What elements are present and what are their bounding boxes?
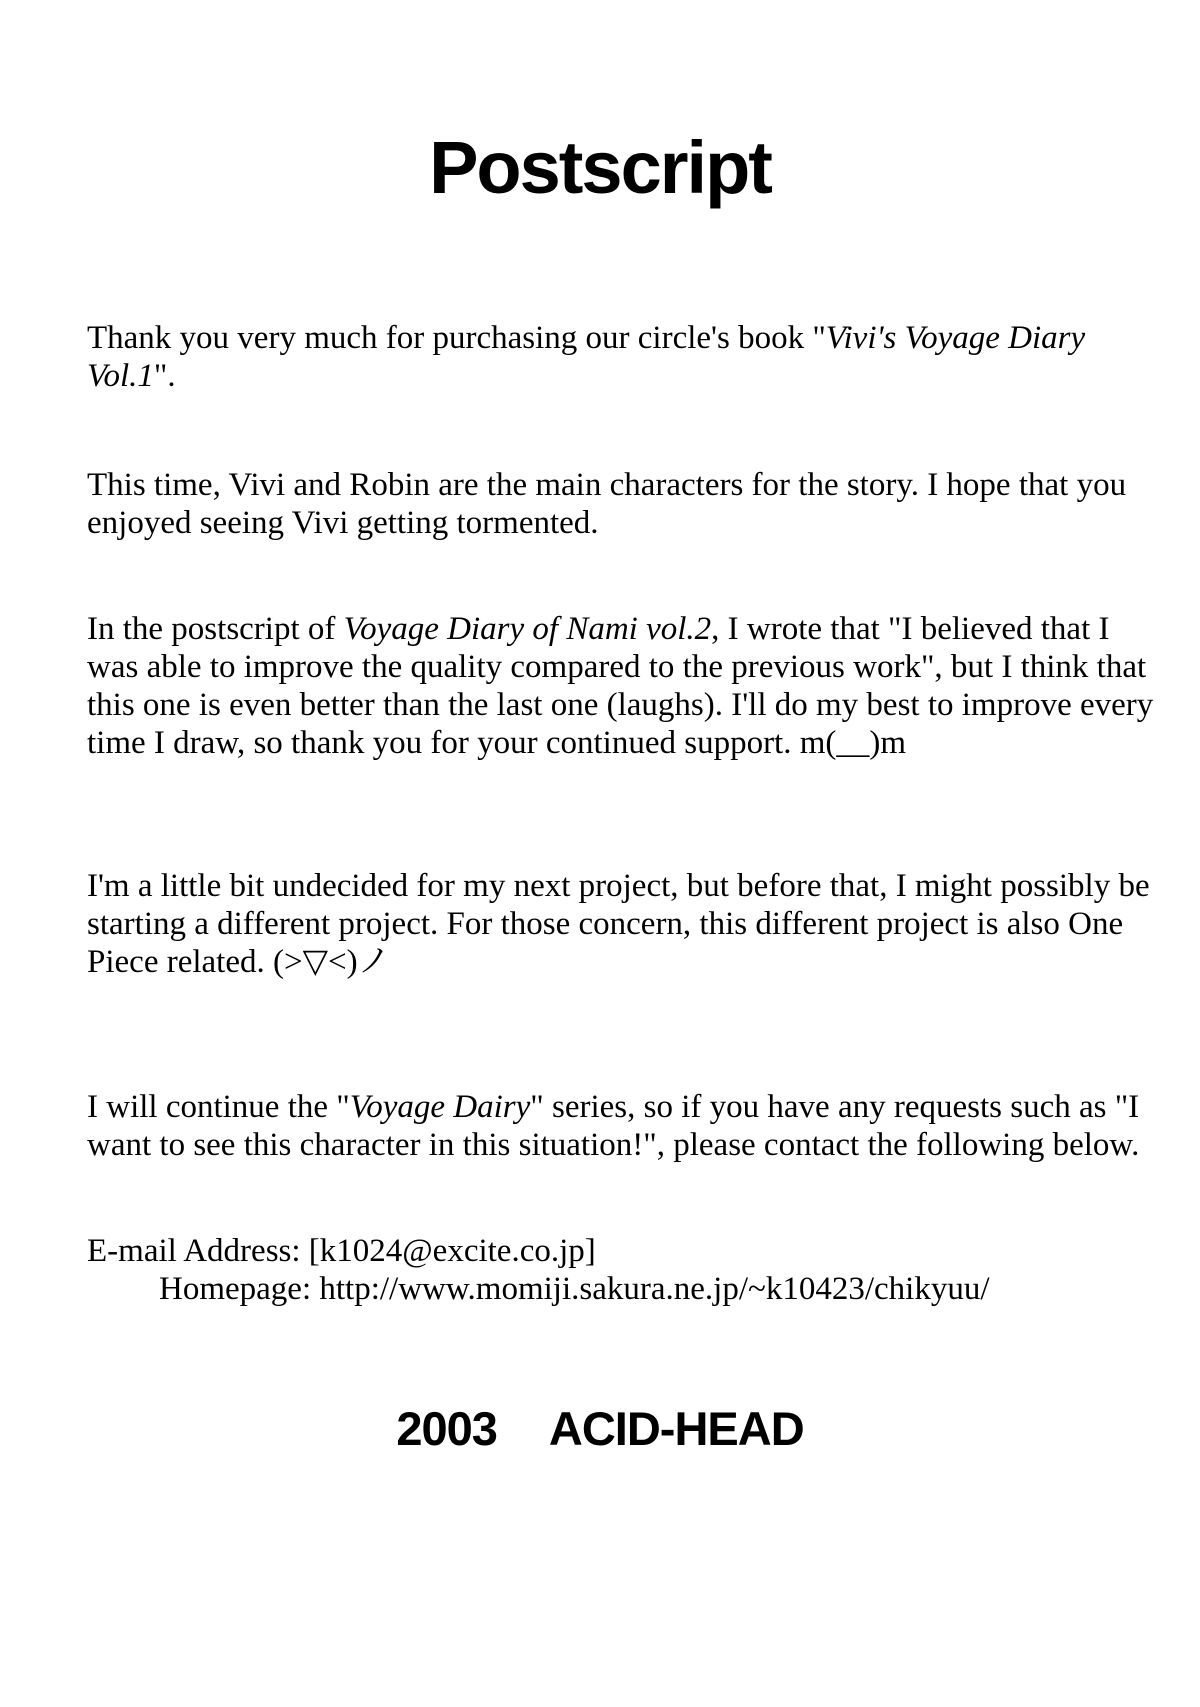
footer-year: 2003 — [396, 1402, 497, 1455]
paragraph-thanks-text-b: ". — [153, 358, 176, 394]
paragraph-requests-text-b: " series, so if you have any requests such as "I want to see this character in this situation!", please contact the following below. — [87, 1089, 1140, 1163]
email-address: E-mail Address: [k1024@excite.co.jp] — [87, 1233, 596, 1269]
paragraph-next-project: I'm a little bit undecided for my next project, but before that, I might possibly be starting a different project. For those concern, this different project is also One Piece related. (>▽<)ノ — [87, 868, 1150, 980]
page-title: Postscript — [429, 126, 771, 209]
paragraph-improvement-text-b: , I wrote that "I believed that I was able to improve the quality compared to the previous work", but I think that this one is even better than the last one (laughs). I'll do my best to improve every time I draw, so thank you for your continued support. m(__)m — [87, 611, 1154, 761]
paragraph-thanks-text-a: Thank you very much for purchasing our circle's book " — [87, 320, 826, 356]
paragraph-requests — [87, 1088, 1167, 1164]
book-title-vivi: Vivi's Voyage Diary Vol.1 — [87, 320, 1086, 394]
homepage-url: Homepage: http://www.momiji.sakura.ne.jp/~k10423/chikyuu/ — [159, 1271, 990, 1307]
paragraph-thanks — [87, 319, 1167, 395]
series-title: Voyage Dairy — [349, 1089, 531, 1125]
paragraph-improvement-text-a: In the postscript of — [87, 611, 344, 647]
paragraph-requests-text-a: I will continue the " — [87, 1089, 350, 1125]
book-title-nami: Voyage Diary of Nami vol.2 — [343, 611, 712, 647]
footer-credit — [0, 1402, 1200, 1456]
paragraph-characters: This time, Vivi and Robin are the main characters for the story. I hope that you enjoyed seeing Vivi getting tormented. — [87, 467, 1127, 541]
footer-circle-name: ACID-HEAD — [548, 1402, 804, 1455]
paragraph-improvement — [87, 610, 1167, 762]
